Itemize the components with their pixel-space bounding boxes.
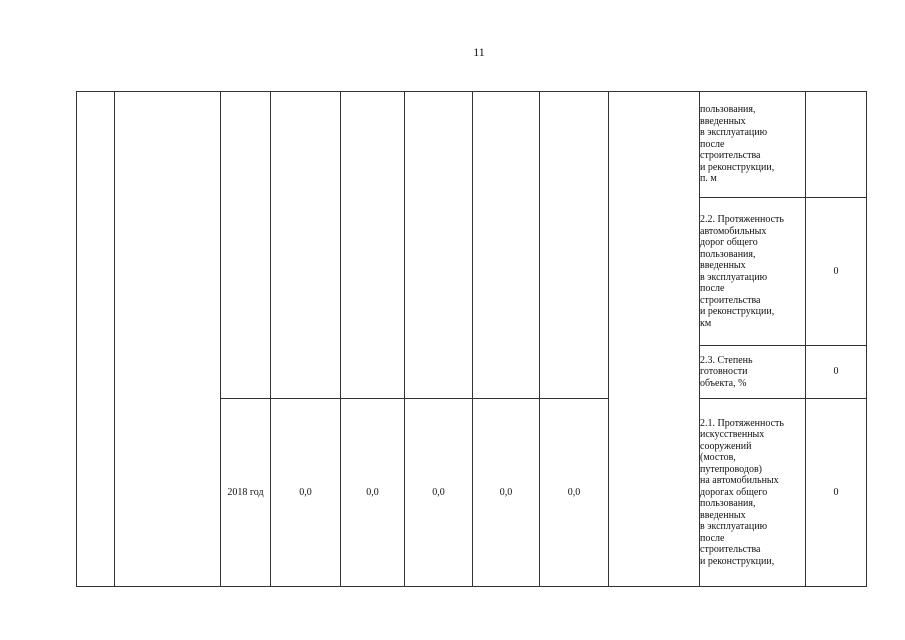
indicator-line: введенных (700, 260, 746, 271)
indicator-line: готовности (700, 366, 748, 378)
indicator-cell (700, 92, 806, 198)
amount-cell-empty (271, 92, 341, 399)
indicator-line: 2.2. Протяженность (700, 214, 784, 225)
indicator-line: п. м (700, 173, 717, 185)
indicator-line: пользования, (700, 498, 756, 510)
year-cell: 2018 год (221, 399, 271, 587)
indicator-line: дорогах общего (700, 486, 768, 498)
page-number: 11 (473, 45, 485, 59)
indicator-value: 0 (806, 346, 867, 399)
amount-cell: 0,0 (341, 399, 405, 587)
indicator-line: км (700, 317, 712, 329)
indicator-line: и реконструкции, (700, 555, 775, 567)
amount-cell-empty (540, 92, 609, 399)
table-row (77, 92, 867, 198)
indicator-cell (700, 346, 806, 399)
indicator-line: в эксплуатацию (700, 521, 768, 533)
indicator-cell (700, 399, 806, 587)
indicator-line: после (700, 283, 725, 294)
amount-cell-empty (473, 92, 540, 399)
amount-cell-empty (405, 92, 473, 399)
indicator-line: путепроводов) (700, 463, 763, 475)
program-table (76, 91, 867, 587)
indicator-line: дорог общего (700, 237, 758, 248)
name-cell (115, 92, 221, 587)
indicator-line: автомобильных (700, 225, 767, 237)
indicator-line: (мостов, (700, 452, 736, 464)
indicator-line: пользования, (700, 104, 756, 116)
indicator-line: после (700, 138, 725, 150)
indicator-line: после (700, 532, 725, 544)
indicator-line: в эксплуатацию (700, 271, 768, 283)
year-cell-empty (221, 92, 271, 399)
indicator-line: строительства (700, 150, 761, 162)
indicator-value: 0 (806, 198, 867, 346)
indicator-value (806, 92, 867, 198)
indicator-line: введенных (700, 509, 746, 521)
indicator-line: 2.1. Протяженность (700, 417, 784, 429)
indicator-line: введенных (700, 115, 746, 127)
executor-cell (609, 92, 700, 587)
amount-cell: 0,0 (540, 399, 609, 587)
indicator-value: 0 (806, 399, 867, 587)
indicator-line: пользования, (700, 248, 756, 260)
indicator-line: в эксплуатацию (700, 127, 768, 139)
indicator-line: строительства (700, 294, 761, 306)
indicator-line: искусственных (700, 429, 765, 441)
indicator-line: сооружений (700, 440, 752, 452)
indicator-cell (700, 198, 806, 346)
amount-cell: 0,0 (473, 399, 540, 587)
indicator-line: на автомобильных (700, 475, 779, 487)
amount-cell: 0,0 (271, 399, 341, 587)
indicator-line: и реконструкции, (700, 161, 775, 173)
indicator-line: 2.3. Степень (700, 354, 753, 366)
number-cell (77, 92, 115, 587)
indicator-line: строительства (700, 544, 761, 556)
indicator-line: объекта, % (700, 377, 747, 389)
amount-cell: 0,0 (405, 399, 473, 587)
indicator-line: и реконструкции, (700, 306, 775, 317)
amount-cell-empty (341, 92, 405, 399)
